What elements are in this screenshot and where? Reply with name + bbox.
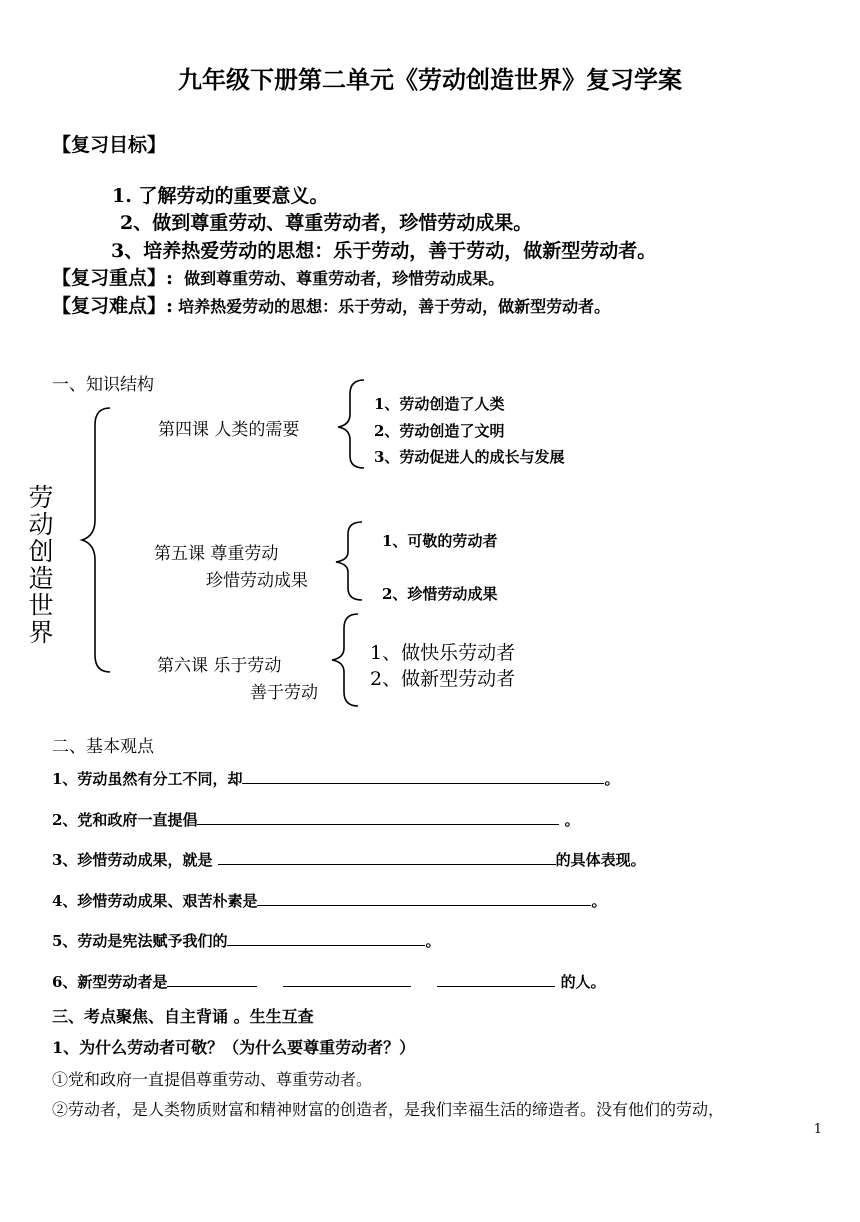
- focus-heading: 三、考点聚焦、自主背诵 。生生互查: [52, 1007, 314, 1026]
- structure-heading: 一、知识结构: [52, 375, 154, 395]
- difficult-point-label: 【复习难点】:: [52, 295, 174, 317]
- fill-blank[interactable]: [283, 970, 411, 987]
- lesson6-item: 1、做快乐劳动者: [370, 642, 516, 664]
- fill-blank[interactable]: [218, 848, 556, 865]
- basic-question: 5、劳动是宪法赋予我们的 。: [52, 929, 440, 951]
- basic-question: 3、珍惜劳动成果，就是 的具体表现。: [52, 848, 646, 870]
- lesson4-item: 2、劳动创造了文明: [374, 422, 505, 440]
- lesson4-item: 3、劳动促进人的成长与发展: [374, 448, 565, 466]
- lesson6-subtitle: 善于劳动: [250, 683, 318, 703]
- fill-blank[interactable]: [257, 889, 591, 906]
- lesson4-title: 第四课 人类的需要: [158, 420, 300, 440]
- fill-blank[interactable]: [242, 767, 604, 784]
- difficult-point: [52, 291, 610, 318]
- lesson5-item: 1、可敬的劳动者: [382, 532, 498, 550]
- key-point: [52, 263, 504, 290]
- focus-question: 1、为什么劳动者可敬？（为什么要尊重劳动者？）: [52, 1038, 416, 1057]
- focus-answer: ①党和政府一直提倡尊重劳动、尊重劳动者。: [52, 1070, 373, 1089]
- key-point-label: 【复习重点】:: [52, 267, 174, 289]
- fill-blank[interactable]: [227, 929, 425, 946]
- basics-heading: 二、基本观点: [52, 737, 154, 757]
- objective-item: 1. 了解劳动的重要意义。: [112, 185, 329, 207]
- basic-question: 4、珍惜劳动成果、艰苦朴素是 。: [52, 889, 606, 911]
- structure-root: 劳动创造世界: [28, 483, 54, 647]
- fill-blank[interactable]: [437, 970, 555, 987]
- page-number: 1: [813, 1122, 822, 1137]
- fill-blank[interactable]: [167, 970, 257, 987]
- fill-blank[interactable]: [197, 808, 559, 825]
- focus-answer: ②劳动者，是人类物质财富和精神财富的创造者，是我们幸福生活的缔造者。没有他们的劳动，: [52, 1100, 725, 1119]
- objectives-heading: 【复习目标】: [52, 134, 167, 156]
- lesson4-item: 1、劳动创造了人类: [374, 395, 505, 413]
- basic-question: 1、劳动虽然有分工不同，却 。: [52, 767, 619, 789]
- lesson6-item: 2、做新型劳动者: [370, 668, 516, 690]
- lesson6-title: 第六课 乐于劳动: [157, 656, 282, 676]
- lesson5-item: 2、珍惜劳动成果: [382, 585, 498, 603]
- basic-question: 2、党和政府一直提倡 。: [52, 808, 580, 830]
- difficult-point-text: 培养热爱劳动的思想：乐于劳动，善于劳动，做新型劳动者。: [178, 297, 611, 316]
- key-point-text: 做到尊重劳动、尊重劳动者，珍惜劳动成果。: [184, 269, 505, 288]
- basic-question: 6、新型劳动者是 的人。: [52, 970, 606, 992]
- objective-item: 2、做到尊重劳动、尊重劳动者，珍惜劳动成果。: [120, 212, 533, 234]
- page-title: 九年级下册第二单元《劳动创造世界》复习学案: [178, 65, 682, 94]
- objective-item: 3、培养热爱劳动的思想：乐于劳动，善于劳动，做新型劳动者。: [111, 240, 657, 262]
- lesson5-title: 第五课 尊重劳动: [154, 544, 279, 564]
- lesson5-subtitle: 珍惜劳动成果: [206, 571, 308, 591]
